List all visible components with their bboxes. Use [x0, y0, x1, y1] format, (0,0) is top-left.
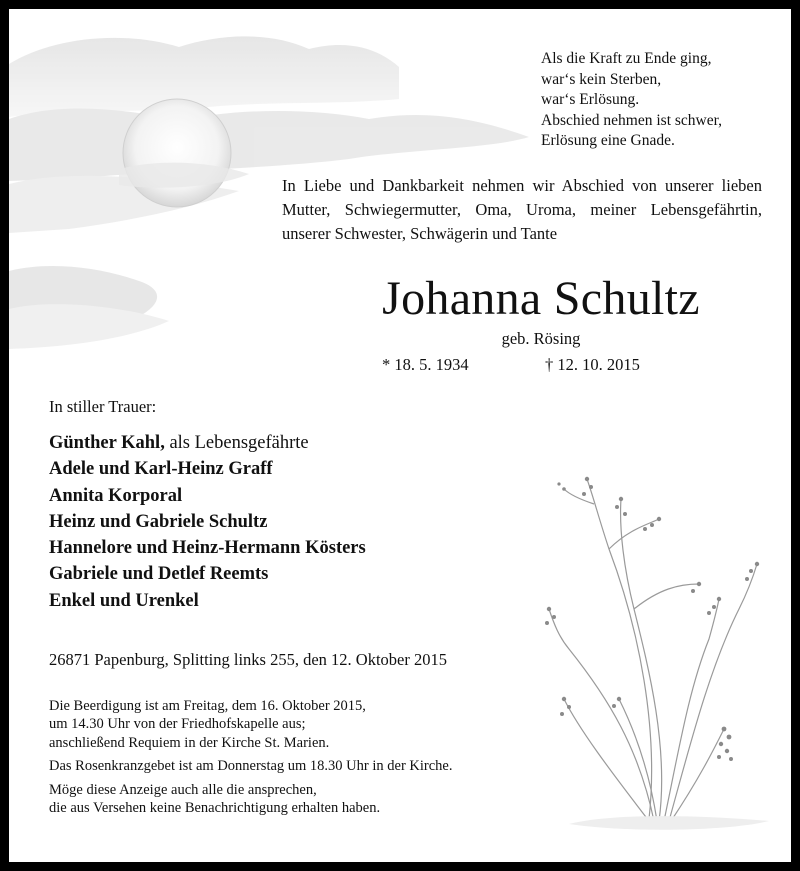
mourner-name: Heinz und Gabriele Schultz	[49, 511, 268, 532]
grass-illustration	[549, 479, 757, 821]
obituary-card	[9, 9, 791, 862]
mourner-item	[49, 430, 366, 456]
mourner-name: Gabriele und Detlef Reemts	[49, 564, 269, 585]
mourner-item	[49, 456, 366, 482]
poem-line: Erlösung eine Gnade.	[541, 132, 675, 149]
grass-seeds-illustration	[545, 477, 759, 761]
mourner-item	[49, 588, 366, 614]
location-date-line: 26871 Papenburg, Splitting links 255, den 12. Oktober 2015	[49, 650, 447, 669]
poem-line: war‘s kein Sterben,	[541, 70, 662, 88]
born-name: geb. Rösing	[501, 329, 581, 348]
mourner-name: Hannelore und Heinz-Hermann Kösters	[49, 538, 366, 559]
notice-line: Möge diese Anzeige auch alle die ansprechen,	[49, 781, 317, 798]
burial-line: Die Beerdigung ist am Freitag, dem 16. Oktober 2015,	[49, 698, 366, 714]
rosary-line: Das Rosenkranzgebet ist am Donnerstag um 18.30 Uhr in der Kirche.	[49, 758, 453, 775]
moon-illustration	[123, 99, 231, 207]
death-date: † 12. 10. 2015	[545, 355, 640, 374]
funeral-info	[49, 697, 452, 817]
mourner-relation: als Lebensgefährte	[164, 433, 309, 453]
poem-line: Als die Kraft zu Ende ging,	[541, 50, 712, 67]
mourning-label: In stiller Trauer:	[49, 397, 157, 416]
mourner-item	[49, 483, 366, 509]
mourner-item	[49, 535, 366, 561]
mourner-name: Annita Korporal	[49, 485, 183, 506]
burial-line: anschließend Requiem in der Kirche St. Marien.	[49, 734, 330, 751]
intro-text: In Liebe und Dankbarkeit nehmen wir Abschied von unserer lieben Mutter, Schwiegermutter, Oma, Uroma, meiner Lebensgefährtin, unserer Schwester, Schwägerin und Tante	[282, 176, 762, 243]
mourner-name: Adele und Karl-Heinz Graff	[49, 459, 273, 480]
burial-line: um 14.30 Uhr von der Friedhofskapelle aus;	[49, 716, 306, 733]
mourner-name: Günther Kahl,	[49, 433, 165, 453]
ground-illustration	[569, 816, 769, 830]
mourner-item	[49, 561, 366, 587]
mourner-item	[49, 509, 366, 535]
poem-line: Abschied nehmen ist schwer,	[541, 111, 723, 129]
mourners-list	[49, 430, 366, 614]
birth-date: * 18. 5. 1934	[382, 355, 469, 374]
poem	[541, 49, 722, 152]
deceased-name: Johanna Schultz	[382, 272, 700, 325]
poem-line: war‘s Erlösung.	[541, 91, 640, 108]
mourner-name: Enkel und Urenkel	[49, 590, 199, 611]
notice-line: die aus Versehen keine Benachrichtigung erhalten haben.	[49, 800, 381, 817]
